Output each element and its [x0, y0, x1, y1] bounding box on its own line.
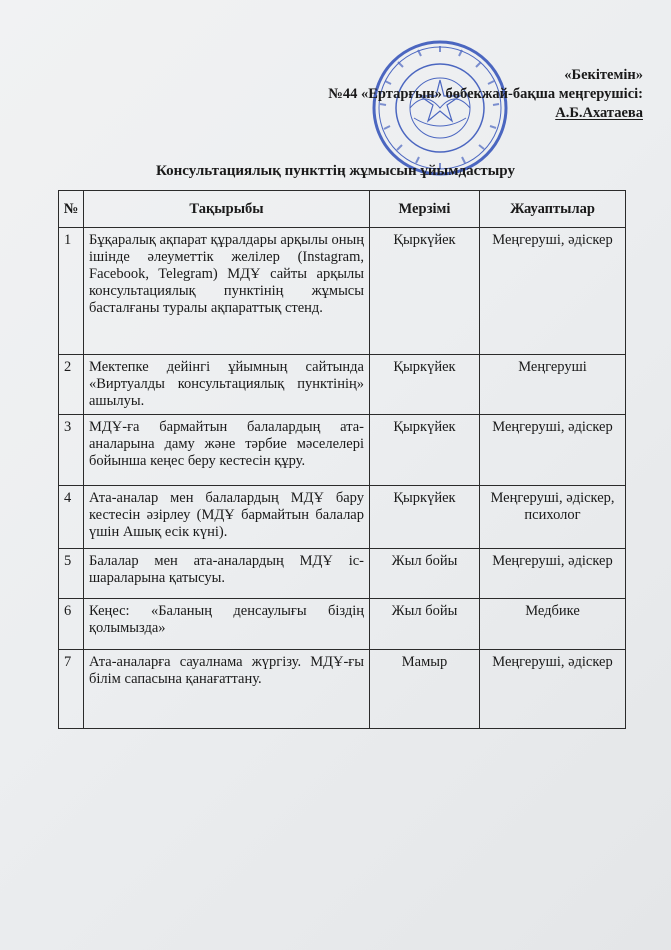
- table-row: [59, 415, 626, 486]
- document-title: Консультациялық пункттің жұмысын ұйымдастыру: [156, 163, 515, 179]
- table-row: [59, 650, 626, 729]
- row-deadline: Қыркүйек: [370, 228, 480, 355]
- approval-position: №44 «Ертарғын» бөбекжай-бақша меңгерушісі:: [328, 86, 643, 102]
- row-responsible: Меңгеруші: [480, 355, 626, 415]
- approval-heading: «Бекітемін»: [564, 67, 643, 83]
- header-number: №: [59, 191, 84, 228]
- row-deadline: Қыркүйек: [370, 415, 480, 486]
- row-number: 1: [59, 228, 84, 355]
- table-row: [59, 549, 626, 599]
- row-deadline: Қыркүйек: [370, 355, 480, 415]
- row-topic: Бұқаралық ақпарат құралдары арқылы оның ішінде әлеуметтік желілер (Instagram, Facebook, Telegram) МДҰ сайты арқылы консультациялық пунктінің жұмысы басталғаны туралы ақпараттық стенд.: [84, 228, 370, 355]
- row-deadline: Жыл бойы: [370, 549, 480, 599]
- row-number: 4: [59, 486, 84, 549]
- row-number: 6: [59, 599, 84, 650]
- row-topic: Кеңес: «Баланың денсаулығы біздің қолымызда»: [84, 599, 370, 650]
- row-deadline: Жыл бойы: [370, 599, 480, 650]
- row-deadline: Мамыр: [370, 650, 480, 729]
- row-number: 2: [59, 355, 84, 415]
- row-responsible: Меңгеруші, әдіскер: [480, 415, 626, 486]
- header-responsible: Жауаптылар: [480, 191, 626, 228]
- row-topic: Мектепке дейінгі ұйымның сайтында «Виртуалды консультациялық пунктінің» ашылуы.: [84, 355, 370, 415]
- header-topic: Тақырыбы: [84, 191, 370, 228]
- row-topic: МДҰ-ға бармайтын балалардың ата-аналарына даму және тәрбие мәселелері бойынша кеңес беру кестесін құру.: [84, 415, 370, 486]
- table-header-row: [59, 191, 626, 228]
- table-row: [59, 599, 626, 650]
- plan-table: [58, 190, 626, 729]
- row-number: 3: [59, 415, 84, 486]
- row-topic: Ата-аналарға сауалнама жүргізу. МДҰ-ғы білім сапасына қанағаттану.: [84, 650, 370, 729]
- row-responsible: Меңгеруші, әдіскер: [480, 549, 626, 599]
- header-deadline: Мерзімі: [370, 191, 480, 228]
- row-number: 7: [59, 650, 84, 729]
- row-responsible: Медбике: [480, 599, 626, 650]
- table-row: [59, 228, 626, 355]
- table-row: [59, 355, 626, 415]
- table-row: [59, 486, 626, 549]
- row-deadline: Қыркүйек: [370, 486, 480, 549]
- approval-block: [328, 66, 643, 123]
- row-responsible: Меңгеруші, әдіскер: [480, 650, 626, 729]
- row-responsible: Меңгеруші, әдіскер, психолог: [480, 486, 626, 549]
- approval-signatory: А.Б.Ахатаева: [555, 105, 643, 121]
- row-topic: Балалар мен ата-аналардың МДҰ іс-шараларына қатысуы.: [84, 549, 370, 599]
- row-number: 5: [59, 549, 84, 599]
- row-topic: Ата-аналар мен балалардың МДҰ бару кестесін әзірлеу (МДҰ бармайтын балалар үшін Ашық есік күні).: [84, 486, 370, 549]
- row-responsible: Меңгеруші, әдіскер: [480, 228, 626, 355]
